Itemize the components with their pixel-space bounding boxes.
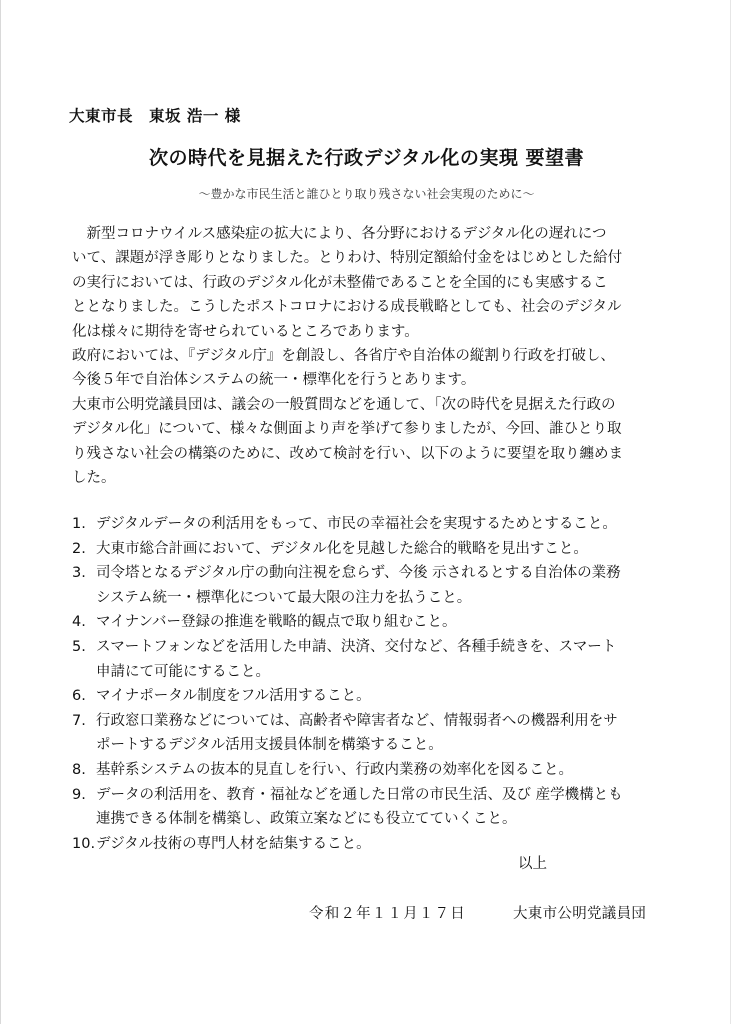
item-text: マイナポータル制度をフル活用すること。 [96, 688, 371, 705]
request-list [72, 512, 672, 856]
item-number: 5. [72, 638, 86, 655]
request-item [72, 832, 672, 857]
item-number: 6. [72, 688, 86, 705]
item-number: 1. [72, 516, 86, 532]
request-item [72, 635, 672, 684]
item-text: デジタルデータの利活用をもって、市民の幸福社会を実現するためとすること。 [96, 516, 617, 532]
item-number: 10. [72, 835, 96, 852]
item-number: 4. [72, 614, 86, 631]
request-item [72, 783, 672, 832]
item-number: 2. [72, 540, 86, 557]
body-line: いて、課題が浮き彫りとなりました。とりわけ、特別定額給付金をはじめとした給付 [72, 250, 623, 267]
document-date: 令和２年１１月１７日 [309, 906, 466, 922]
signatory: 大東市公明党議員団 [513, 906, 647, 922]
item-text: データの利活用を、教育・福祉などを通した日常の市民生活、及び 産学機構とも [96, 786, 623, 803]
body-text [72, 222, 672, 490]
item-number: 7. [72, 712, 86, 729]
body-line: デジタル化」について、様々な側面より声を挙げて参りましたが、今回、誰ひとり取 [72, 421, 622, 438]
body-line: 政府においては、『デジタル庁』を創設し、各省庁や自治体の縦割り行政を打破し、 [72, 348, 615, 365]
body-line: ととなりました。こうしたポストコロナにおける成長戦略としても、社会のデジタル [72, 299, 622, 316]
request-item [72, 610, 672, 635]
addressee: 大東市長 東坂 浩一 様 [69, 107, 241, 125]
request-item [72, 684, 672, 709]
item-text: 申請にて可能にすること。 [96, 663, 270, 680]
body-line: 大東市公明党議員団は、議会の一般質問などを通して、「次の時代を見据えた行政の [72, 396, 616, 413]
document-title: 次の時代を見据えた行政デジタル化の実現 要望書 [149, 147, 584, 169]
request-item [72, 561, 672, 610]
closing-mark: 以上 [518, 856, 547, 872]
item-text: ポートするデジタル活用支援員体制を構築すること。 [96, 737, 443, 754]
request-item [72, 537, 672, 562]
body-line: の実行においては、行政のデジタル化が未整備であることを全国的にも実感するこ [72, 274, 608, 291]
document-subtitle: ～豊かな市民生活と誰ひとり取り残さない社会実現のために～ [198, 187, 535, 201]
item-text: 大東市総合計画において、デジタル化を見越した総合的戦略を見出すこと。 [96, 540, 588, 557]
body-line: した。 [72, 470, 116, 487]
body-line: 新型コロナウイルス感染症の拡大により、各分野におけるデジタル化の遅れにつ [72, 226, 607, 242]
item-text: 基幹系システムの抜本的見直しを行い、行政内業務の効率化を図ること。 [96, 761, 574, 778]
body-line: り残さない社会の構築のために、改めて検討を行い、以下のように要望を取り纏めま [72, 445, 623, 462]
item-text: マイナンバー登録の推進を戦略的観点で取り組むこと。 [96, 614, 457, 631]
item-text: スマートフォンなどを活用した申請、決済、交付など、各種手続きを、スマート [96, 638, 617, 655]
item-number: 8. [72, 761, 86, 778]
body-line: 今後５年で自治体システムの統一・標準化を行うとあります。 [72, 372, 476, 389]
request-item [72, 512, 672, 537]
request-item [72, 758, 672, 783]
item-text: 行政窓口業務などについては、高齢者や障害者など、情報弱者への機器利用をサ [96, 712, 618, 729]
item-text: 連携できる体制を構築し、政策立案などにも役立てていくこと。 [96, 811, 517, 828]
item-text: 司令塔となるデジタル庁の動向注視を怠らず、今後 示されるとする自治体の業務 [96, 565, 621, 582]
item-text: デジタル技術の専門人材を結集すること。 [96, 835, 371, 852]
item-number: 9. [72, 786, 86, 803]
item-text: システム統一・標準化について最大限の注力を払うこと。 [96, 589, 472, 606]
item-number: 3. [72, 565, 86, 582]
body-line: 化は様々に期待を寄せられているところであります。 [72, 323, 419, 340]
request-item [72, 709, 672, 758]
